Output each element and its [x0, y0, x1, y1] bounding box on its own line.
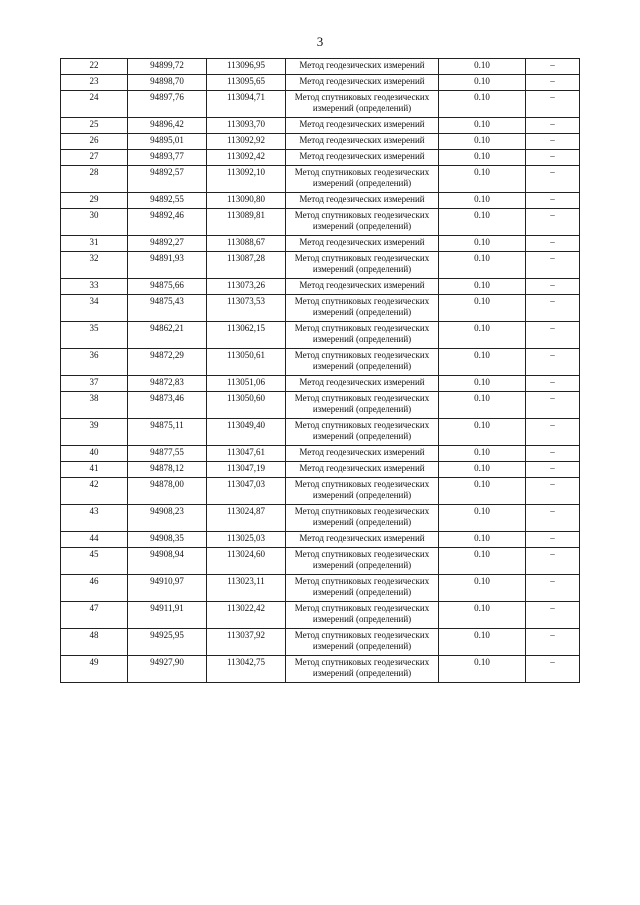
y-coordinate-cell: 113093,70 [207, 118, 286, 134]
note-cell: – [526, 532, 580, 548]
x-coordinate-cell: 94878,00 [128, 478, 207, 505]
note-cell: – [526, 602, 580, 629]
y-coordinate-cell: 113050,61 [207, 349, 286, 376]
page-number: 3 [316, 34, 324, 49]
method-cell: Метод спутниковых геодезических измерений (определений) [286, 505, 439, 532]
method-cell: Метод спутниковых геодезических измерений (определений) [286, 252, 439, 279]
method-cell: Метод спутниковых геодезических измерений (определений) [286, 392, 439, 419]
point-number-cell: 34 [61, 295, 128, 322]
table-row [61, 602, 580, 629]
method-cell: Метод спутниковых геодезических измерений (определений) [286, 295, 439, 322]
y-coordinate-cell: 113047,19 [207, 462, 286, 478]
table-row [61, 134, 580, 150]
x-coordinate-cell: 94899,72 [128, 59, 207, 75]
point-number-cell: 28 [61, 166, 128, 193]
y-coordinate-cell: 113062,15 [207, 322, 286, 349]
table-row [61, 419, 580, 446]
y-coordinate-cell: 113024,87 [207, 505, 286, 532]
note-cell: – [526, 209, 580, 236]
y-coordinate-cell: 113047,03 [207, 478, 286, 505]
note-cell: – [526, 376, 580, 392]
point-number-cell: 30 [61, 209, 128, 236]
table-row [61, 462, 580, 478]
table-row [61, 295, 580, 322]
x-coordinate-cell: 94875,11 [128, 419, 207, 446]
table-row [61, 209, 580, 236]
x-coordinate-cell: 94908,23 [128, 505, 207, 532]
x-coordinate-cell: 94927,90 [128, 656, 207, 683]
method-cell: Метод спутниковых геодезических измерений (определений) [286, 209, 439, 236]
table-row [61, 322, 580, 349]
accuracy-cell: 0.10 [439, 295, 526, 322]
accuracy-cell: 0.10 [439, 656, 526, 683]
point-number-cell: 27 [61, 150, 128, 166]
accuracy-cell: 0.10 [439, 322, 526, 349]
accuracy-cell: 0.10 [439, 629, 526, 656]
accuracy-cell: 0.10 [439, 602, 526, 629]
x-coordinate-cell: 94892,27 [128, 236, 207, 252]
x-coordinate-cell: 94875,43 [128, 295, 207, 322]
point-number-cell: 23 [61, 75, 128, 91]
note-cell: – [526, 462, 580, 478]
point-number-cell: 37 [61, 376, 128, 392]
method-cell: Метод спутниковых геодезических измерений (определений) [286, 91, 439, 118]
note-cell: – [526, 322, 580, 349]
point-number-cell: 41 [61, 462, 128, 478]
accuracy-cell: 0.10 [439, 392, 526, 419]
point-number-cell: 24 [61, 91, 128, 118]
method-cell: Метод геодезических измерений [286, 134, 439, 150]
y-coordinate-cell: 113073,26 [207, 279, 286, 295]
method-cell: Метод геодезических измерений [286, 193, 439, 209]
y-coordinate-cell: 113024,60 [207, 548, 286, 575]
x-coordinate-cell: 94875,66 [128, 279, 207, 295]
accuracy-cell: 0.10 [439, 118, 526, 134]
table-row [61, 532, 580, 548]
x-coordinate-cell: 94873,46 [128, 392, 207, 419]
accuracy-cell: 0.10 [439, 505, 526, 532]
y-coordinate-cell: 113037,92 [207, 629, 286, 656]
accuracy-cell: 0.10 [439, 75, 526, 91]
x-coordinate-cell: 94896,42 [128, 118, 207, 134]
accuracy-cell: 0.10 [439, 349, 526, 376]
method-cell: Метод спутниковых геодезических измерений (определений) [286, 602, 439, 629]
method-cell: Метод спутниковых геодезических измерений (определений) [286, 478, 439, 505]
y-coordinate-cell: 113096,95 [207, 59, 286, 75]
accuracy-cell: 0.10 [439, 193, 526, 209]
method-cell: Метод спутниковых геодезических измерений (определений) [286, 322, 439, 349]
accuracy-cell: 0.10 [439, 91, 526, 118]
note-cell: – [526, 236, 580, 252]
note-cell: – [526, 279, 580, 295]
x-coordinate-cell: 94892,46 [128, 209, 207, 236]
point-number-cell: 26 [61, 134, 128, 150]
x-coordinate-cell: 94897,76 [128, 91, 207, 118]
note-cell: – [526, 505, 580, 532]
y-coordinate-cell: 113023,11 [207, 575, 286, 602]
accuracy-cell: 0.10 [439, 252, 526, 279]
x-coordinate-cell: 94908,35 [128, 532, 207, 548]
table-row [61, 252, 580, 279]
table-row [61, 446, 580, 462]
accuracy-cell: 0.10 [439, 478, 526, 505]
x-coordinate-cell: 94892,55 [128, 193, 207, 209]
note-cell: – [526, 629, 580, 656]
y-coordinate-cell: 113022,42 [207, 602, 286, 629]
x-coordinate-cell: 94895,01 [128, 134, 207, 150]
point-number-cell: 25 [61, 118, 128, 134]
y-coordinate-cell: 113095,65 [207, 75, 286, 91]
y-coordinate-cell: 113094,71 [207, 91, 286, 118]
note-cell: – [526, 252, 580, 279]
table-body [61, 59, 580, 683]
method-cell: Метод спутниковых геодезических измерений (определений) [286, 575, 439, 602]
table-row [61, 629, 580, 656]
y-coordinate-cell: 113047,61 [207, 446, 286, 462]
y-coordinate-cell: 113051,06 [207, 376, 286, 392]
y-coordinate-cell: 113050,60 [207, 392, 286, 419]
y-coordinate-cell: 113073,53 [207, 295, 286, 322]
x-coordinate-cell: 94891,93 [128, 252, 207, 279]
note-cell: – [526, 295, 580, 322]
table-row [61, 150, 580, 166]
method-cell: Метод спутниковых геодезических измерений (определений) [286, 548, 439, 575]
note-cell: – [526, 656, 580, 683]
point-number-cell: 48 [61, 629, 128, 656]
point-number-cell: 47 [61, 602, 128, 629]
x-coordinate-cell: 94872,83 [128, 376, 207, 392]
note-cell: – [526, 118, 580, 134]
method-cell: Метод геодезических измерений [286, 462, 439, 478]
note-cell: – [526, 392, 580, 419]
accuracy-cell: 0.10 [439, 59, 526, 75]
note-cell: – [526, 75, 580, 91]
note-cell: – [526, 134, 580, 150]
accuracy-cell: 0.10 [439, 134, 526, 150]
method-cell: Метод спутниковых геодезических измерений (определений) [286, 419, 439, 446]
x-coordinate-cell: 94892,57 [128, 166, 207, 193]
table-row [61, 349, 580, 376]
point-number-cell: 39 [61, 419, 128, 446]
table-row [61, 75, 580, 91]
y-coordinate-cell: 113092,42 [207, 150, 286, 166]
table-row [61, 376, 580, 392]
note-cell: – [526, 150, 580, 166]
point-number-cell: 46 [61, 575, 128, 602]
x-coordinate-cell: 94878,12 [128, 462, 207, 478]
accuracy-cell: 0.10 [439, 446, 526, 462]
point-number-cell: 29 [61, 193, 128, 209]
accuracy-cell: 0.10 [439, 532, 526, 548]
table-row [61, 392, 580, 419]
method-cell: Метод геодезических измерений [286, 236, 439, 252]
y-coordinate-cell: 113042,75 [207, 656, 286, 683]
y-coordinate-cell: 113092,92 [207, 134, 286, 150]
note-cell: – [526, 446, 580, 462]
table-row [61, 575, 580, 602]
y-coordinate-cell: 113092,10 [207, 166, 286, 193]
note-cell: – [526, 193, 580, 209]
method-cell: Метод геодезических измерений [286, 446, 439, 462]
y-coordinate-cell: 113088,67 [207, 236, 286, 252]
method-cell: Метод геодезических измерений [286, 376, 439, 392]
y-coordinate-cell: 113049,40 [207, 419, 286, 446]
point-number-cell: 42 [61, 478, 128, 505]
point-number-cell: 33 [61, 279, 128, 295]
point-number-cell: 31 [61, 236, 128, 252]
method-cell: Метод спутниковых геодезических измерений (определений) [286, 629, 439, 656]
x-coordinate-cell: 94877,55 [128, 446, 207, 462]
note-cell: – [526, 478, 580, 505]
note-cell: – [526, 59, 580, 75]
table-row [61, 548, 580, 575]
table-row [61, 118, 580, 134]
table-row [61, 478, 580, 505]
x-coordinate-cell: 94911,91 [128, 602, 207, 629]
method-cell: Метод геодезических измерений [286, 150, 439, 166]
table-row [61, 505, 580, 532]
x-coordinate-cell: 94908,94 [128, 548, 207, 575]
accuracy-cell: 0.10 [439, 575, 526, 602]
x-coordinate-cell: 94910,97 [128, 575, 207, 602]
method-cell: Метод геодезических измерений [286, 75, 439, 91]
accuracy-cell: 0.10 [439, 236, 526, 252]
x-coordinate-cell: 94862,21 [128, 322, 207, 349]
x-coordinate-cell: 94872,29 [128, 349, 207, 376]
method-cell: Метод спутниковых геодезических измерений (определений) [286, 656, 439, 683]
point-number-cell: 32 [61, 252, 128, 279]
y-coordinate-cell: 113090,80 [207, 193, 286, 209]
x-coordinate-cell: 94898,70 [128, 75, 207, 91]
point-number-cell: 36 [61, 349, 128, 376]
x-coordinate-cell: 94893,77 [128, 150, 207, 166]
method-cell: Метод геодезических измерений [286, 118, 439, 134]
method-cell: Метод спутниковых геодезических измерений (определений) [286, 166, 439, 193]
table-row [61, 236, 580, 252]
coordinates-table [60, 58, 580, 683]
point-number-cell: 38 [61, 392, 128, 419]
note-cell: – [526, 166, 580, 193]
table-row [61, 166, 580, 193]
note-cell: – [526, 548, 580, 575]
accuracy-cell: 0.10 [439, 279, 526, 295]
accuracy-cell: 0.10 [439, 150, 526, 166]
point-number-cell: 40 [61, 446, 128, 462]
point-number-cell: 35 [61, 322, 128, 349]
point-number-cell: 49 [61, 656, 128, 683]
method-cell: Метод геодезических измерений [286, 279, 439, 295]
method-cell: Метод спутниковых геодезических измерений (определений) [286, 349, 439, 376]
table-row [61, 279, 580, 295]
x-coordinate-cell: 94925,95 [128, 629, 207, 656]
y-coordinate-cell: 113025,03 [207, 532, 286, 548]
note-cell: – [526, 91, 580, 118]
accuracy-cell: 0.10 [439, 462, 526, 478]
accuracy-cell: 0.10 [439, 548, 526, 575]
note-cell: – [526, 419, 580, 446]
y-coordinate-cell: 113089,81 [207, 209, 286, 236]
accuracy-cell: 0.10 [439, 376, 526, 392]
table-row [61, 59, 580, 75]
y-coordinate-cell: 113087,28 [207, 252, 286, 279]
point-number-cell: 43 [61, 505, 128, 532]
point-number-cell: 22 [61, 59, 128, 75]
point-number-cell: 45 [61, 548, 128, 575]
accuracy-cell: 0.10 [439, 209, 526, 236]
table-row [61, 656, 580, 683]
note-cell: – [526, 575, 580, 602]
table-row [61, 193, 580, 209]
accuracy-cell: 0.10 [439, 419, 526, 446]
method-cell: Метод геодезических измерений [286, 59, 439, 75]
note-cell: – [526, 349, 580, 376]
point-number-cell: 44 [61, 532, 128, 548]
accuracy-cell: 0.10 [439, 166, 526, 193]
table-row [61, 91, 580, 118]
method-cell: Метод геодезических измерений [286, 532, 439, 548]
